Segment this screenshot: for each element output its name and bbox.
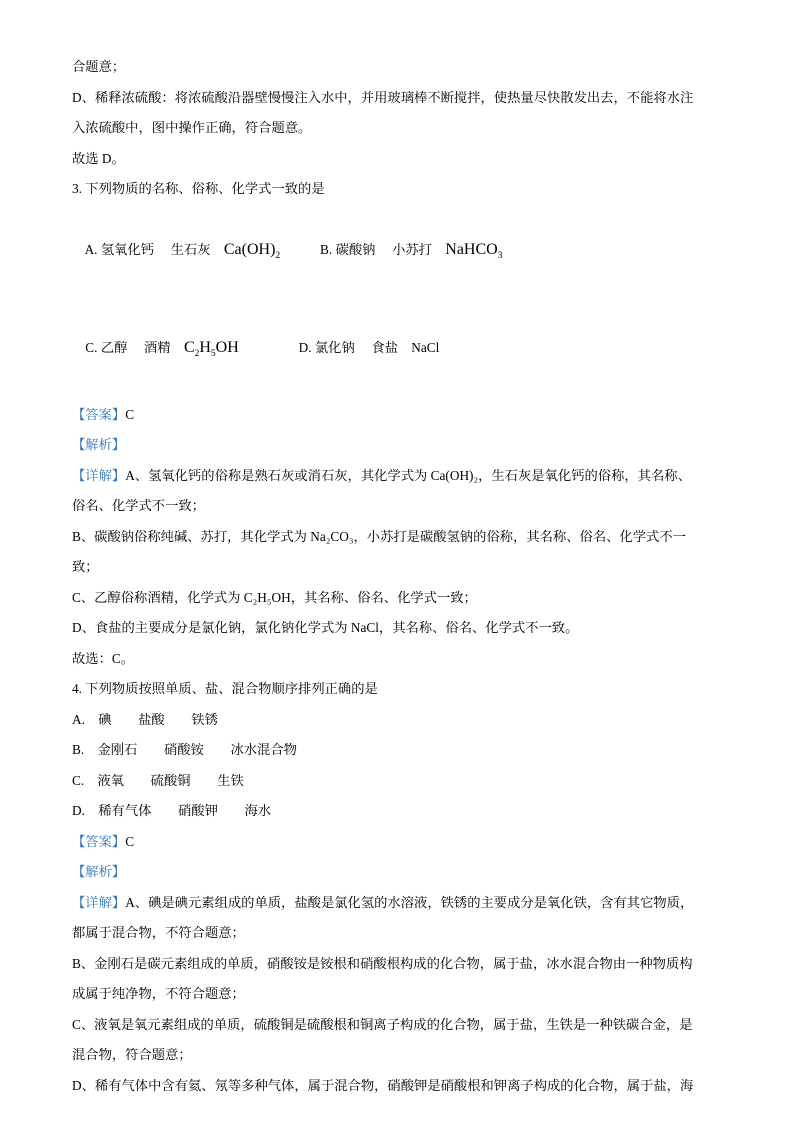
question-4-detail-d-1: D、稀有气体中含有氦、氖等多种气体，属于混合物，硝酸钾是硝酸根和钾离子构成的化合物，属于盐，海 [72,1077,694,1093]
question-3-options-row-1 [72,205,721,303]
option-b-alias: 小苏打 [392,242,432,257]
question-4-detail-b-2: 成属于纯净物，不符合题意； [72,986,245,1002]
question-4-option-c: C. 液氧 硫酸铜 生铁 [72,772,244,788]
option-a-alias: 生石灰 [170,242,211,257]
option-d-label: D. [298,339,312,355]
answer-value: C [125,833,135,849]
option-c-name: 乙醇 [100,339,128,355]
option-c-formula: $C_2H_5OH$ [183,338,239,359]
question-3-detail-a-2: 俗名、化学式不一致； [72,498,205,514]
question-3-options-row-2 [72,302,721,400]
question-4-detail-b-1: B、金刚石是碳元素组成的单质，硝酸铵是铵根和硝酸根构成的化合物，属于盐，冰水混合物由一种物质构 [72,955,693,971]
question-3-detail-c: C、乙醇俗称酒精，化学式为 C₂H₅OH，其名称、俗名、化学式一致； [72,589,477,605]
paragraph-line: D、稀释浓硫酸：将浓硫酸沿器壁慢慢注入水中，并用玻璃棒不断搅拌，使热量尽快散发出去，不能将水注 [72,89,694,105]
question-3-detail-b-2: 致； [72,559,99,575]
option-b-label: B. [320,242,333,257]
question-3-detail-a-1: 【详解】A、氢氧化钙的俗称是熟石灰或消石灰，其化学式为 Ca(OH)₂，生石灰是氧化钙的俗称，其名称、 [72,467,691,483]
question-4-analysis-tag: 【解析】 [72,864,126,880]
question-4-option-a: A. 碘 盐酸 铁锈 [72,711,218,727]
paragraph-line: 合题意； [72,59,126,74]
question-4-option-d: D. 稀有气体 硝酸钾 海水 [72,803,272,819]
option-b-name: 碳酸钠 [335,242,376,257]
option-c-label: C. [85,339,98,355]
option-d-name: 氯化钠 [314,339,355,355]
answer-value: C [125,406,135,422]
question-4-detail-a-2: 都属于混合物，不符合题意； [72,925,245,941]
question-3-detail-d: D、食盐的主要成分是氯化钠，氯化钠化学式为 NaCl，其名称、俗名、化学式不一致。 [72,620,579,636]
answer-tag: 【答案】 [72,833,126,849]
question-3-answer [72,400,721,431]
question-4-option-b: B. 金刚石 硝酸铵 冰水混合物 [72,742,297,758]
question-3-detail-b-1: B、碳酸钠俗称纯碱、苏打，其化学式为 Na₂CO₃，小苏打是碳酸氢钠的俗称，其名称、俗名、化学式不一 [72,528,686,544]
option-d-alias: 食盐 [371,339,398,355]
detail-tag: 【详解】 [72,467,126,483]
option-a-label: A. [84,242,98,257]
question-4-detail-c-1: C、液氧是氧元素组成的单质，硫酸铜是硫酸根和铜离子构成的化合物，属于盐，生铁是一种铁碳合金，是 [72,1016,693,1032]
question-3-conclusion: 故选：C。 [72,650,135,666]
question-3-analysis-tag: 【解析】 [72,437,126,453]
question-4-detail-c-2: 混合物，符合题意； [72,1047,192,1063]
option-b-formula: NaHCO$_3$ [445,241,503,262]
answer-tag: 【答案】 [72,406,126,422]
paragraph-line: 故选 D。 [72,150,125,166]
question-4-stem: 4. 下列物质按照单质、盐、混合物顺序排列正确的是 [72,681,378,697]
option-a-formula: $Ca(OH)_2$ [223,241,281,262]
detail-tag: 【详解】 [72,894,126,910]
option-c-alias: 酒精 [144,339,171,355]
option-d-formula: NaCl [411,339,440,355]
question-4-answer [72,827,721,858]
paragraph-line: 入浓硫酸中，图中操作正确，符合题意。 [72,120,312,135]
question-4-detail-a-1: 【详解】A、碘是碘元素组成的单质，盐酸是氯化氢的水溶液，铁锈的主要成分是氧化铁，含有其它物质， [72,894,694,910]
question-3-stem: 3. 下列物质的名称、俗称、化学式一致的是 [72,181,325,196]
option-a-name: 氢氧化钙 [100,242,155,257]
